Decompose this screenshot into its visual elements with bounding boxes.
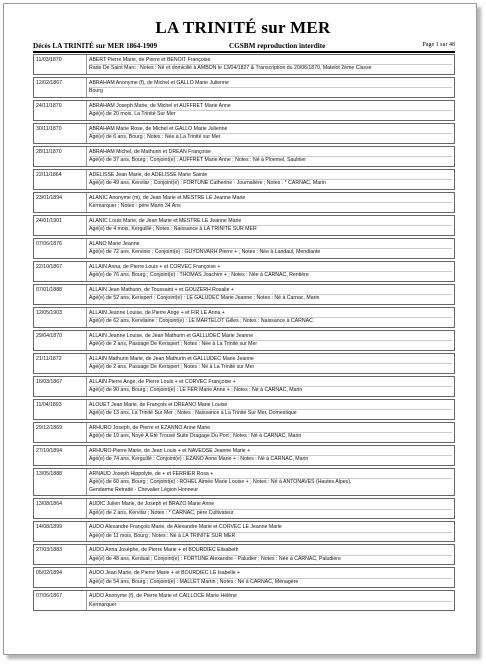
- record-text: [86, 591, 454, 610]
- record-date: 27/10/1894: [36, 448, 62, 454]
- record-row: [33, 261, 455, 282]
- record-row: [33, 330, 455, 351]
- record-details: Kermarquer ; Notes : père Marin 34 Ans: [89, 203, 181, 210]
- record-text: [86, 400, 454, 419]
- record-text: [86, 377, 454, 396]
- record-name: ALLAIN Mathurin Marie, de Jean Mathurin et GALLUDEC Marie Jeanne: [89, 356, 452, 364]
- record-details: Agé(e) de 54 ans, Bourg ; Conjoint(e) : MALLET Martin ; Notes : Né à CARNAC, Ménagère: [89, 578, 299, 585]
- record-details: Rade De Saint Marc ; Notes : Né et domicilié à AMBON le 13/04/1827 & Transcription du 20/06/1870, Matelot 2ème Classe: [89, 65, 372, 72]
- record-row: [33, 376, 455, 397]
- record-date: 11/03/1870: [36, 57, 62, 63]
- record-details: Agé(e) de 2 ans, Passage De Kerispert ; Notes : Née à La Trinité sur Mer: [89, 341, 258, 348]
- record-text: [86, 522, 454, 541]
- record-details: Agé(e) de 60 ans, Bourg ; Conjoint(e) : ROHEL Aimée Marie Louise + ; Notes : Né à ANTONAVES (Hautes Alpes),: [89, 479, 352, 486]
- record-details: Agé(e) de 4 mois, Kerguillé ; Notes : Naissance à LA TRINITE SUR MER: [89, 226, 257, 233]
- record-details: Agé(e) de 19 ans, Noyé À Été Trouvé Suite Dragage Du Port ; Notes : Né à CARNAC, Marin: [89, 433, 302, 440]
- record-text: [86, 308, 454, 327]
- record-date: 21/11/1872: [36, 356, 62, 362]
- record-row: [33, 123, 455, 144]
- record-name: ALANIC Anonyme (m), de Jean Marie et MESTRE LE Jeanne Marie: [89, 195, 452, 203]
- record-row: [33, 54, 455, 75]
- record-list: [33, 54, 455, 613]
- record-details: Agé(e) de 72 ans, Kervinio ; Conjoint(e) : GUYONVARH Pierre + ; Notes : Née à Landaul, Mendiante: [89, 249, 321, 256]
- record-name: ABRAHAM Joseph Marie, de Michel et AUFFRET Marie Anne: [89, 103, 452, 111]
- record-date: 22/11/1864: [36, 172, 62, 178]
- record-text: [86, 239, 454, 258]
- record-text: [86, 469, 454, 495]
- record-name: AUDO Anna Joséphe, de Pierre Marie + et BOURDIEC Elisabeth: [89, 547, 452, 555]
- header-rule: [33, 51, 455, 53]
- record-row: [33, 567, 455, 588]
- record-row: [33, 192, 455, 213]
- record-text: [86, 568, 454, 587]
- record-details: Agé(e) de 6 ans, Bourg ; Notes : Née à La Trinité sur Mer: [89, 134, 221, 141]
- record-name: ADELISSE Jean Marie, de ADELISSE Marie Sainte: [89, 172, 452, 180]
- record-name: ARHURO Pierre Marie, de Jean Louis + et NAVEOSE Jeanne Marie +: [89, 448, 452, 456]
- record-date: 14/08/1899: [36, 524, 62, 531]
- record-date: 24/11/1870: [36, 103, 62, 109]
- record-name: ARHURO Joseph, de Pierre et EZANNO Anne Marie: [89, 425, 452, 433]
- record-date: 29/12/1869: [36, 425, 62, 431]
- record-name: ABRAHAM Anonyme (f), de Michel et GALLO Marie Julienne: [89, 80, 452, 88]
- record-name: ALANO Marie Jeanne: [89, 241, 452, 249]
- record-date: 27/03/1883: [36, 547, 62, 554]
- record-details: Agé(e) de 11 mois, Bourg ; Notes : Né à LA TRINITE SUR MER: [89, 532, 236, 539]
- record-row: [33, 353, 455, 374]
- record-details: Agé(e) de 13 ans, La Trinité Sur Mer ; Notes : Naissance à La Trinité Sur Mer, Domestique: [89, 410, 297, 417]
- record-text: [86, 124, 454, 143]
- record-row: [33, 100, 455, 121]
- record-details: Agé(e) de 37 ans, Bourg ; Conjoint(e) : AUFFRET Marie Anne ; Notes : Né à Ploemel, Saulnier: [89, 157, 307, 164]
- record-text: [86, 285, 454, 304]
- record-row: [33, 307, 455, 328]
- record-text: [86, 423, 454, 442]
- record-date: 22/10/1867: [36, 264, 62, 270]
- record-date: 05/02/1894: [36, 570, 62, 577]
- record-date: 12/02/1867: [36, 80, 62, 86]
- record-row: [33, 399, 455, 420]
- record-text: [86, 446, 454, 465]
- record-row: [33, 498, 455, 519]
- record-details: Agé(e) de 2 ans, Kervilar ; Notes : * CARNAC, père Cultivateur: [89, 509, 234, 516]
- record-details: Agé(e) de 90 ans, Bourg ; Conjoint(e) : LE FER Marie Anne + ; Notes : Né à CARNAC, Marin: [89, 387, 303, 394]
- record-date: 13/05/1888: [36, 471, 62, 477]
- record-details: Agé(e) de 49 ans, Kervilar ; Conjoint(e) : FORTUNE Catherine - Journalière ; Notes : * CARNAC, Marin: [89, 180, 326, 187]
- record-text: [86, 331, 454, 350]
- record-details: Gendarme Retraité - Chevalier Légion Honneur: [89, 486, 198, 493]
- record-name: AUDO Anonyme (f), de Pierre Marie et CAILLOCE Marie Hélène: [89, 593, 452, 601]
- record-details: Kermarquer: [89, 601, 117, 608]
- record-row: [33, 422, 455, 443]
- header-center: CGSBM reproduction interdite: [229, 42, 326, 50]
- record-text: [86, 499, 454, 518]
- record-row: [33, 238, 455, 259]
- record-text: [86, 78, 454, 97]
- record-details: Agé(e) de 76 ans, Bourg ; Conjoint(e) : THOMAS Joachim + ; Notes : Née à CARNAC, Rentière: [89, 272, 309, 279]
- record-text: [86, 216, 454, 235]
- record-date: 12/05/1903: [36, 310, 62, 316]
- document-title: LA TRINITÉ sur MER: [155, 18, 331, 37]
- record-name: AUDO Alexandre François Marie, de Alexandre Marie et CORVEC LE Jeanne Marie: [89, 524, 452, 532]
- record-row: [33, 521, 455, 542]
- record-date: 07/06/1876: [36, 241, 62, 247]
- record-row: [33, 468, 455, 496]
- record-name: ABERT Pierre Marie, de Pierre et BENOIT Françoise: [89, 57, 452, 65]
- record-text: [86, 354, 454, 373]
- header-left: Décès LA TRINITÉ sur MER 1864-1909: [33, 42, 158, 50]
- record-name: ARNAUD Joseph Hippolyte, de + et FERRIER Rosa +: [89, 471, 452, 479]
- record-date: 30/11/1870: [36, 126, 62, 132]
- record-row: [33, 284, 455, 305]
- page-number: Page 1 sur 48: [422, 42, 455, 48]
- record-name: ALLAIN Anna, de Pierre Louis + et CORVEC Françoise +: [89, 264, 452, 272]
- record-row: [33, 445, 455, 466]
- record-date: 07/01/1888: [36, 287, 62, 293]
- record-name: AUDIC Julien Marie, de Joseph et BRAZO Marie Anne: [89, 501, 452, 509]
- record-name: ALLAIN Pierre Ange, de Pierre Louis + et CORVEC Françoise +: [89, 379, 452, 387]
- record-row: [33, 544, 455, 565]
- record-row: [33, 146, 455, 167]
- record-details: Agé(e) de 74 ans, Kerguillé ; Conjoint(e) : EZANO Anne Marie + ; Notes : Né à CARNAC, Marin: [89, 456, 309, 463]
- record-name: ALOUET Jean Marie, de François et DREANO Marie Louise: [89, 402, 452, 410]
- record-name: ABRAHAM Michel, de Mathurin et DREAN Françoise: [89, 149, 452, 157]
- record-name: ABRAHAM Marie Rose, de Michel et GALLO Marie Julienne: [89, 126, 452, 134]
- record-name: ALANIC Louis Marie, de Jean Marie et MESTRE LE Jeanne Marie: [89, 218, 452, 226]
- record-name: ALLAIN Jean Mathurin, de Toussaint + et GOUZERH Rosalie +: [89, 287, 452, 295]
- record-text: [86, 262, 454, 281]
- record-date: 13/08/1864: [36, 501, 62, 508]
- record-text: [86, 193, 454, 212]
- record-details: Agé(e) de 62 ans, Kervilaine ; Conjoint(e) : LE MARTELOT Gilles ; Notes : Naissance à CARNAC: [89, 318, 313, 325]
- record-date: 11/04/1893: [36, 402, 62, 408]
- record-date: 16/03/1867: [36, 379, 62, 385]
- record-text: [86, 170, 454, 189]
- record-details: Agé(e) de 2 ans, Passage De Kerispert ; Notes : Né à La Trinité sur Mer: [89, 364, 255, 371]
- record-date: 07/06/1867: [36, 593, 62, 600]
- record-row: [33, 215, 455, 236]
- record-row: [33, 590, 455, 611]
- record-date: 29/04/1870: [36, 333, 62, 339]
- record-name: ALLAIN Jeanne Louise, de Pierre Ange + et FIR LE Anna +: [89, 310, 452, 318]
- record-details: Agé(e) de 20 mois, La Trinité Sur Mer: [89, 111, 176, 118]
- record-text: [86, 545, 454, 564]
- record-name: AUDO Jean Marie, de Pierre Marie + et BOURDIEC LE Isabelle +: [89, 570, 452, 578]
- record-text: [86, 147, 454, 166]
- record-details: Agé(e) de 52 ans, Kerispert ; Conjoint(e) : LE GALUDEC Marie Jeanne ; Notes : Né à Carnac, Marin: [89, 295, 320, 302]
- record-date: 28/11/1870: [36, 149, 62, 155]
- record-text: [86, 55, 454, 74]
- record-details: Bourg: [89, 88, 103, 95]
- record-name: ALLAIN Jeanne Louise, de Jean Mathurin et GALLUDEC Marie Jeanne: [89, 333, 452, 341]
- record-details: Agé(e) de 48 ans, Kerdual ; Conjoint(e) : FORTUNE Alexandre - Paludier ; Notes : Née à CARNAC, Paludière: [89, 555, 341, 562]
- record-row: [33, 77, 455, 98]
- record-date: 23/01/1894: [36, 195, 62, 201]
- record-row: [33, 169, 455, 190]
- record-text: [86, 101, 454, 120]
- record-date: 24/01/1901: [36, 218, 62, 224]
